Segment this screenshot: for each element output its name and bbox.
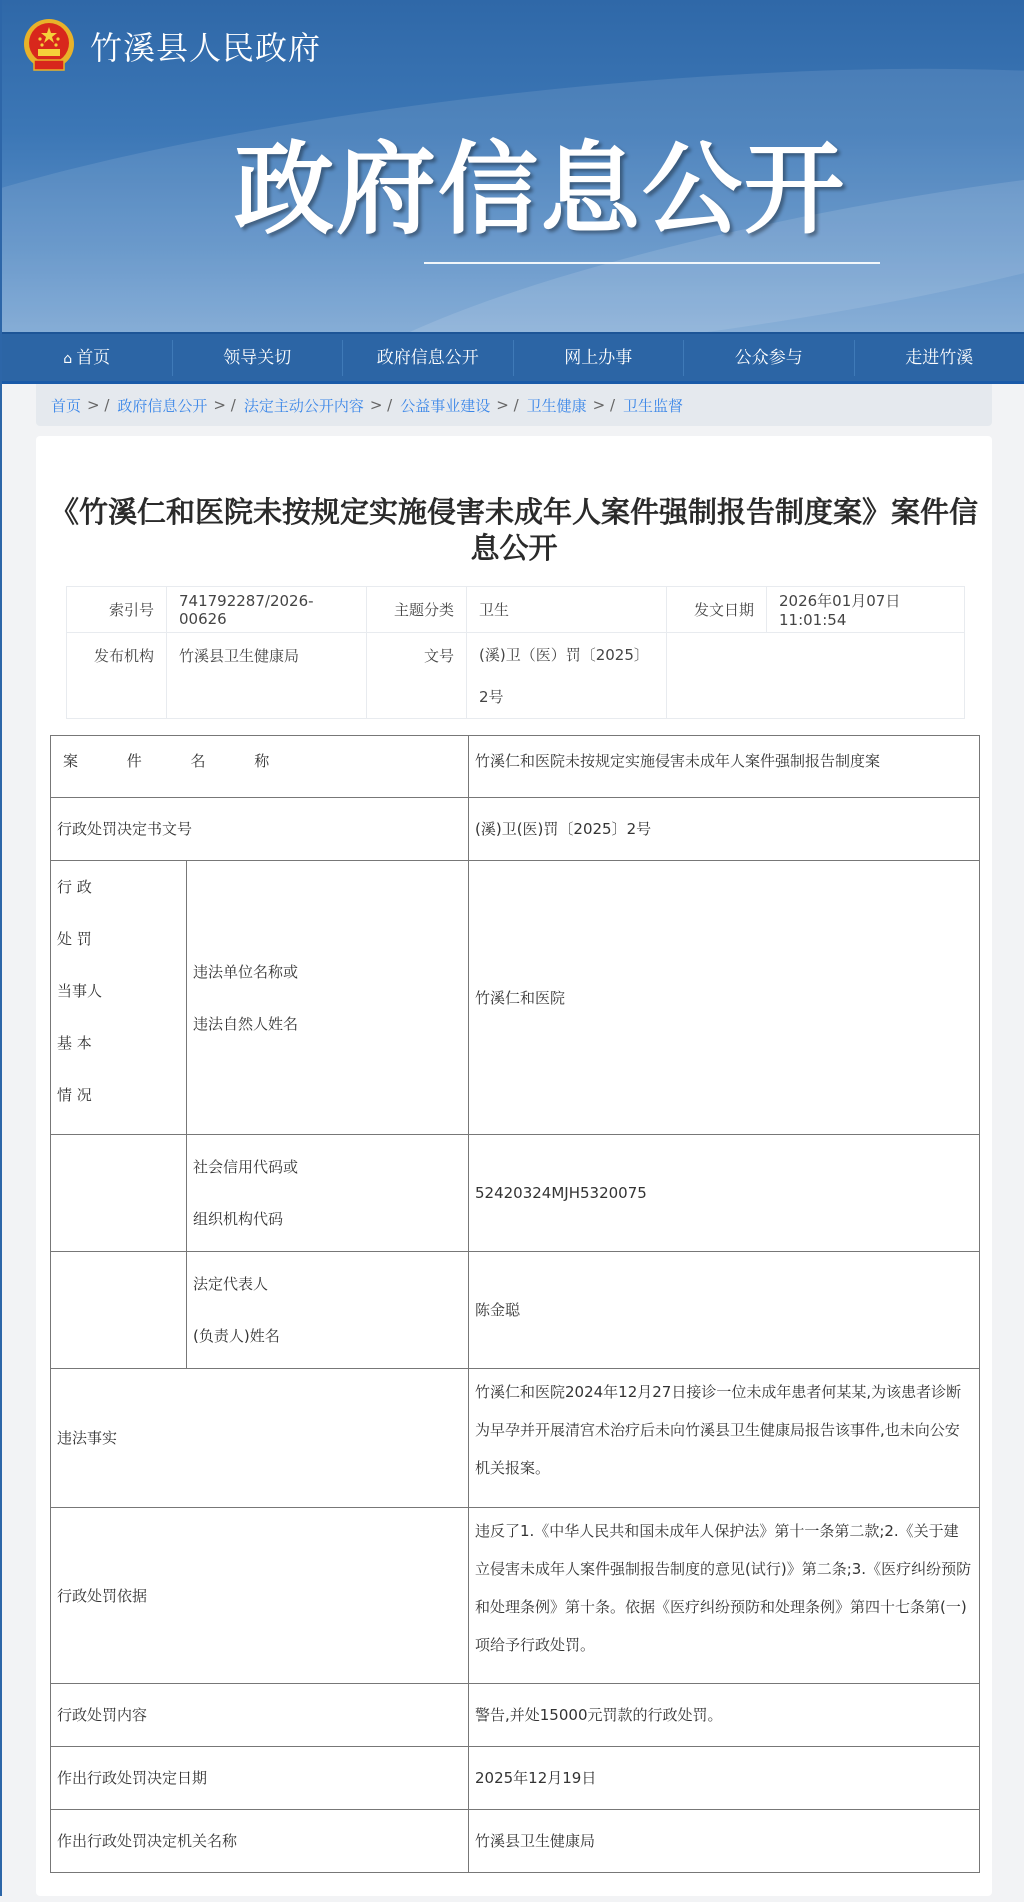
breadcrumb-gov-info[interactable]: 政府信息公开 bbox=[117, 396, 208, 415]
legal-rep-label bbox=[187, 1252, 469, 1369]
authority-value: 竹溪县卫生健康局 bbox=[469, 1810, 980, 1873]
content-label: 行政处罚内容 bbox=[51, 1684, 469, 1747]
docno-value: (溪)卫（医）罚〔2025〕2号 bbox=[467, 633, 667, 719]
main-nav bbox=[2, 332, 1024, 384]
nav-item-online-service[interactable]: 网上办事 bbox=[514, 340, 685, 376]
credit-code-line: 社会信用代码或 bbox=[193, 1158, 299, 1176]
nav-item-public-participation[interactable]: 公众参与 bbox=[684, 340, 855, 376]
credit-code-label bbox=[187, 1135, 469, 1252]
breadcrumb-home[interactable]: 首页 bbox=[51, 396, 82, 415]
home-icon: ⌂ bbox=[63, 350, 73, 367]
case-name-label: 案 件 名 称 bbox=[51, 736, 469, 798]
nav-item-gov-info[interactable]: 政府信息公开 bbox=[343, 340, 514, 376]
case-name-value: 竹溪仁和医院未按规定实施侵害未成年人案件强制报告制度案 bbox=[469, 736, 980, 798]
basis-label: 行政处罚依据 bbox=[51, 1508, 469, 1684]
decision-date-label: 作出行政处罚决定日期 bbox=[51, 1747, 469, 1810]
party-group-line: 处 罚 bbox=[57, 930, 92, 948]
breadcrumb-statutory-content[interactable]: 法定主动公开内容 bbox=[243, 396, 364, 415]
nav-item-home[interactable] bbox=[2, 340, 173, 376]
publisher-label: 发布机构 bbox=[67, 633, 167, 719]
party-group-label bbox=[51, 861, 187, 1135]
party-name-line: 违法单位名称或 bbox=[193, 962, 299, 981]
docno-label: 文号 bbox=[367, 633, 467, 719]
decision-date-value: 2025年12月19日 bbox=[469, 1747, 980, 1810]
nav-item-label: 首页 bbox=[76, 347, 111, 368]
breadcrumb-public-welfare[interactable]: 公益事业建设 bbox=[400, 396, 491, 415]
facts-value: 竹溪仁和医院2024年12月27日接诊一位未成年患者何某某,为该患者诊断为早孕并开展清宫术治疗后未向竹溪县卫生健康局报告该事件,也未向公安机关报案。 bbox=[469, 1369, 980, 1508]
legal-rep-line: 法定代表人 bbox=[193, 1275, 269, 1293]
nav-item-leadership[interactable]: 领导关切 bbox=[173, 340, 344, 376]
party-group-line: 行 政 bbox=[57, 878, 92, 896]
article-title: 《竹溪仁和医院未按规定实施侵害未成年人案件强制报告制度案》案件信息公开 bbox=[50, 495, 979, 565]
breadcrumb-separator: > / bbox=[369, 396, 393, 414]
index-label: 索引号 bbox=[67, 587, 167, 633]
site-logo[interactable] bbox=[22, 18, 321, 74]
publisher-value: 竹溪县卫生健康局 bbox=[167, 633, 367, 719]
party-group-line: 当事人 bbox=[57, 982, 103, 1000]
legal-rep-value: 陈金聪 bbox=[469, 1252, 980, 1369]
site-name: 竹溪县人民政府 bbox=[90, 29, 322, 67]
breadcrumb-separator: > / bbox=[213, 396, 236, 414]
breadcrumb-separator: > / bbox=[496, 396, 519, 414]
breadcrumb-separator: > / bbox=[87, 396, 110, 414]
index-value: 741792287/2026-00626 bbox=[167, 587, 367, 633]
party-name-value: 竹溪仁和医院 bbox=[469, 861, 980, 1135]
basis-value: 违反了1.《中华人民共和国未成年人保护法》第十一条第二款;2.《关于建立侵害未成年人案件强制报告制度的意见(试行)》第二条;3.《医疗纠纷预防和处理条例》第十条。依据《医疗纠纷预防和处理条例》第四十七条第(一)项给予行政处罚。 bbox=[469, 1508, 980, 1684]
article-meta-table bbox=[66, 586, 965, 719]
legal-rep-line: (负责人)姓名 bbox=[193, 1327, 280, 1345]
breadcrumb bbox=[36, 384, 992, 426]
case-info-table bbox=[50, 735, 980, 1873]
party-name-label bbox=[187, 861, 469, 1135]
date-label: 发文日期 bbox=[667, 587, 767, 633]
date-value: 2026年01月07日 11:01:54 bbox=[767, 587, 965, 633]
party-name-line: 违法自然人姓名 bbox=[193, 1014, 299, 1033]
content-value: 警告,并处15000元罚款的行政处罚。 bbox=[469, 1684, 980, 1747]
banner-underline bbox=[424, 262, 880, 264]
banner-title: 政府信息公开 bbox=[234, 131, 846, 248]
facts-label: 违法事实 bbox=[51, 1369, 469, 1508]
empty-cell bbox=[667, 633, 965, 719]
breadcrumb-health[interactable]: 卫生健康 bbox=[526, 396, 587, 415]
nav-item-about-zhuxi[interactable]: 走进竹溪 bbox=[905, 347, 974, 368]
party-group-line: 基 本 bbox=[57, 1034, 92, 1052]
empty-cell bbox=[51, 1252, 187, 1369]
decision-no-label: 行政处罚决定书文号 bbox=[51, 798, 469, 861]
site-header bbox=[2, 0, 1024, 332]
credit-code-value: 52420324MJH5320075 bbox=[469, 1135, 980, 1252]
credit-code-line: 组织机构代码 bbox=[193, 1210, 284, 1228]
decision-no-value: (溪)卫(医)罚〔2025〕2号 bbox=[469, 798, 980, 861]
article-card bbox=[36, 436, 992, 1896]
breadcrumb-separator: > / bbox=[592, 396, 616, 414]
party-group-line: 情 况 bbox=[57, 1086, 92, 1104]
topic-value: 卫生 bbox=[467, 587, 667, 633]
breadcrumb-health-supervision[interactable]: 卫生监督 bbox=[623, 396, 684, 415]
topic-label: 主题分类 bbox=[367, 587, 467, 633]
authority-label: 作出行政处罚决定机关名称 bbox=[51, 1810, 469, 1873]
empty-cell bbox=[51, 1135, 187, 1252]
national-emblem-icon bbox=[22, 18, 76, 74]
